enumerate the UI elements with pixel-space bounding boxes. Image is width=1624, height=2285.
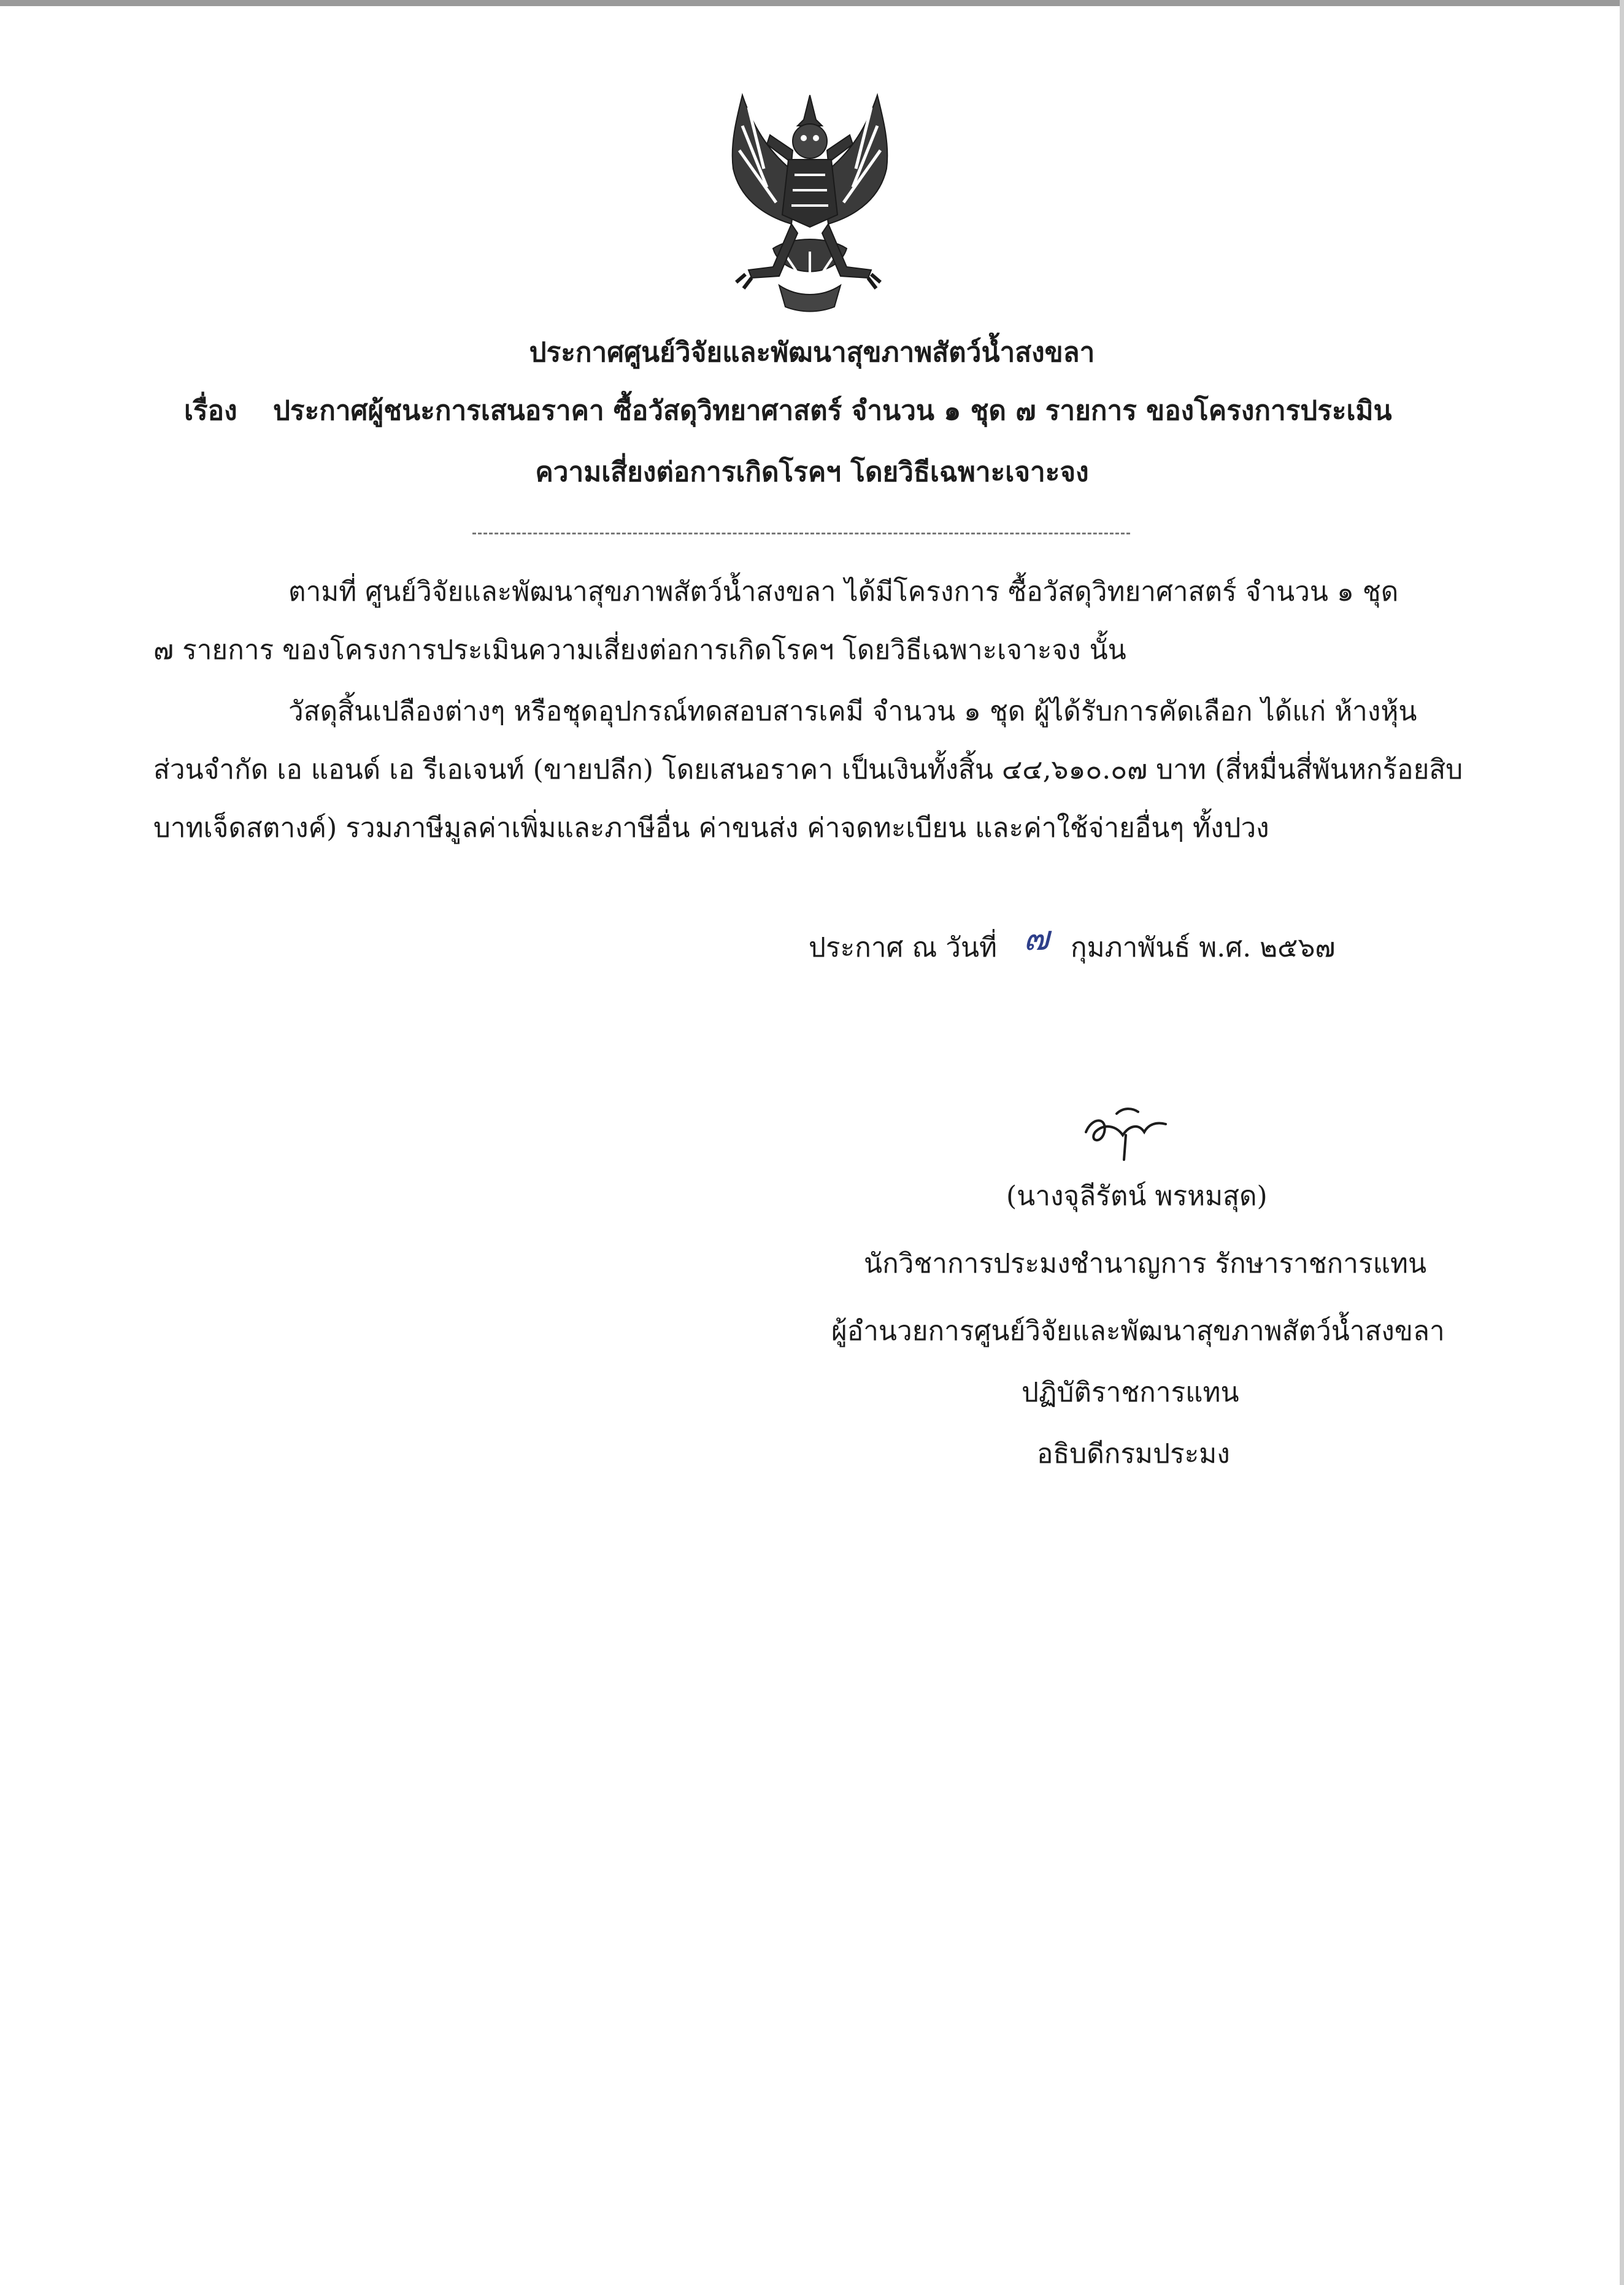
announcement-date-prefix: ประกาศ ณ วันที่ (809, 932, 998, 963)
scan-border-top (0, 0, 1624, 6)
paragraph-1-line-1: ตามที่ ศูนย์วิจัยและพัฒนาสุขภาพสัตว์น้ำสงขลา ได้มีโครงการ ซื้อวัสดุวิทยาศาสตร์ จำนวน ๑ ชุด (288, 576, 1399, 607)
subject-text-line-1: ประกาศผู้ชนะการเสนอราคา ซื้อวัสดุวิทยาศาสตร์ จำนวน ๑ ชุด ๗ รายการ ของโครงการประเมิน (273, 395, 1392, 426)
garuda-emblem-icon (706, 83, 914, 316)
subject-text-line-2: ความเสี่ยงต่อการเกิดโรคฯ โดยวิธีเฉพาะเจาะจง (535, 457, 1089, 488)
signatory-position-3: ปฏิบัติราชการแทน (1022, 1377, 1239, 1408)
signature-icon (1080, 1098, 1172, 1166)
signatory-position-2: ผู้อำนวยการศูนย์วิจัยและพัฒนาสุขภาพสัตว์น้ำสงขลา (831, 1316, 1445, 1347)
announcement-date-day-handwritten: ๗ (1023, 919, 1050, 958)
signatory-position-1: นักวิชาการประมงชำนาญการ รักษาราชการแทน (864, 1248, 1427, 1279)
signatory-name: (นางจุลีรัตน์ พรหมสุด) (1006, 1181, 1268, 1212)
paragraph-1-line-2: ๗ รายการ ของโครงการประเมินความเสี่ยงต่อการเกิดโรคฯ โดยวิธีเฉพาะเจาะจง นั้น (153, 634, 1126, 666)
announcement-title: ประกาศศูนย์วิจัยและพัฒนาสุขภาพสัตว์น้ำสงขลา (529, 337, 1095, 368)
signatory-position-4: อธิบดีกรมประมง (1037, 1438, 1230, 1470)
paragraph-2-line-2: ส่วนจำกัด เอ แอนด์ เอ รีเอเจนท์ (ขายปลีก) โดยเสนอราคา เป็นเงินทั้งสิ้น ๔๔,๖๑๐.๐๗ บาท (สี่หมื่นสี่พันหกร้อยสิบ (153, 754, 1463, 785)
paragraph-2-line-1: วัสดุสิ้นเปลืองต่างๆ หรือชุดอุปกรณ์ทดสอบสารเคมี จำนวน ๑ ชุด ผู้ได้รับการคัดเลือก ได้แก่ ห้างหุ้น (288, 696, 1417, 727)
separator-dashed-line (472, 533, 1130, 534)
paragraph-2-line-3: บาทเจ็ดสตางค์) รวมภาษีมูลค่าเพิ่มและภาษีอื่น ค่าขนส่ง ค่าจดทะเบียน และค่าใช้จ่ายอื่นๆ ทั้งปวง (153, 812, 1269, 844)
announcement-date-month-year: กุมภาพันธ์ พ.ศ. ๒๕๖๗ (1071, 932, 1336, 963)
subject-label: เรื่อง (184, 395, 237, 426)
